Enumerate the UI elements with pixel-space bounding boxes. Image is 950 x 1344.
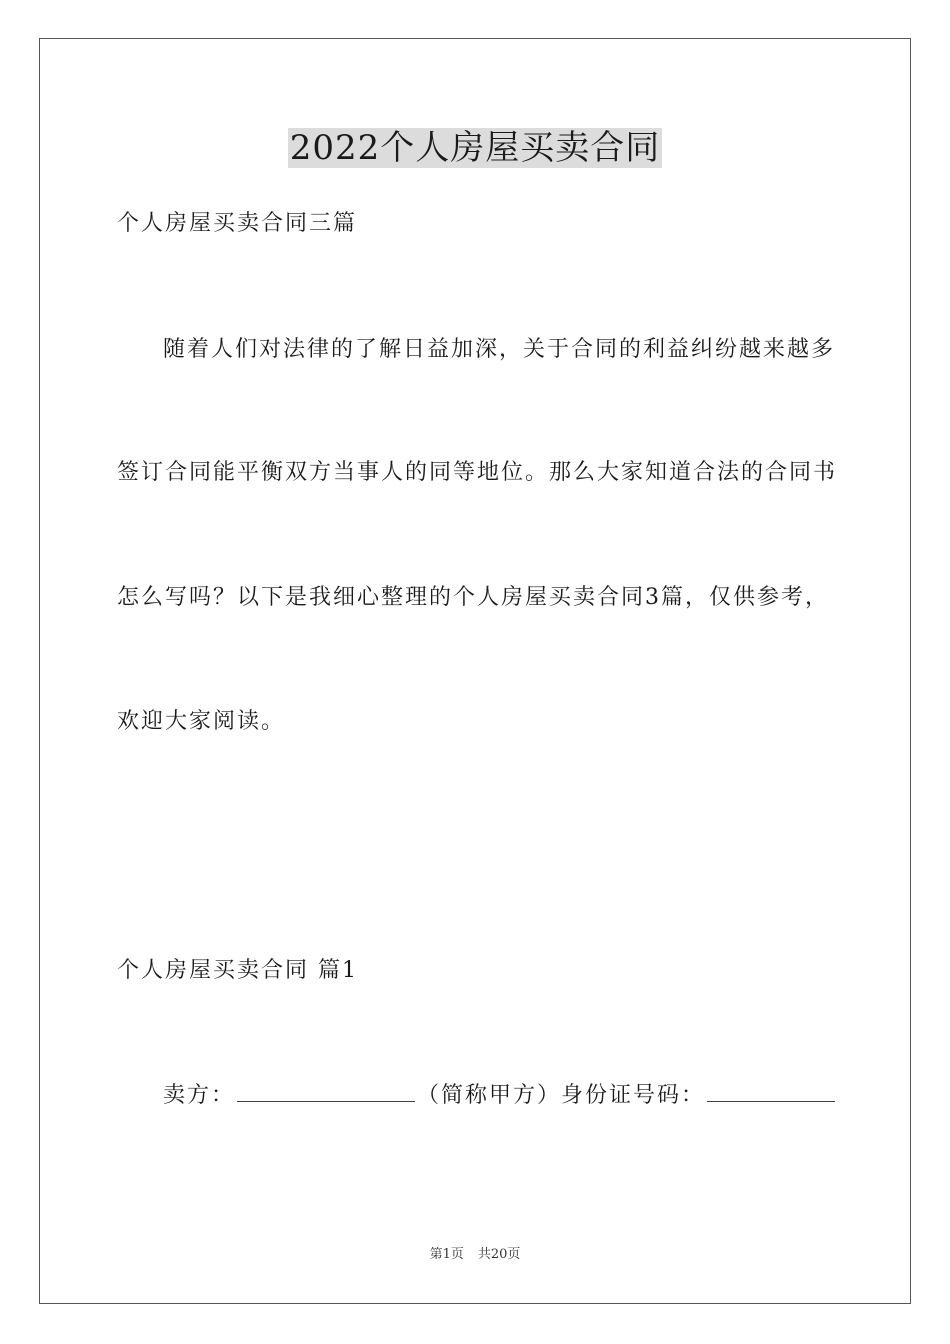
document-subtitle: 个人房屋买卖合同三篇 xyxy=(117,211,358,236)
page-number: 第1页 xyxy=(429,1247,464,1262)
page-footer xyxy=(0,1246,950,1264)
document-title-text: 2022个人房屋买卖合同 xyxy=(289,128,661,168)
document-title xyxy=(0,126,950,170)
page-total: 共20页 xyxy=(477,1247,521,1262)
section-heading: 个人房屋买卖合同 篇1 xyxy=(117,958,358,983)
seller-name-blank xyxy=(237,1081,415,1102)
seller-id-label: （简称甲方）身份证号码： xyxy=(417,1083,706,1108)
intro-line-4: 欢迎大家阅读。 xyxy=(117,709,286,734)
intro-line-3: 怎么写吗？以下是我细心整理的个人房屋买卖合同3篇，仅供参考， xyxy=(117,585,829,610)
seller-label: 卖方： xyxy=(163,1083,236,1108)
seller-line xyxy=(163,1081,837,1111)
seller-id-blank xyxy=(707,1081,835,1102)
intro-line-1: 随着人们对法律的了解日益加深，关于合同的利益纠纷越来越多 xyxy=(163,337,836,362)
intro-line-2: 签订合同能平衡双方当事人的同等地位。那么大家知道合法的合同书 xyxy=(117,460,838,485)
